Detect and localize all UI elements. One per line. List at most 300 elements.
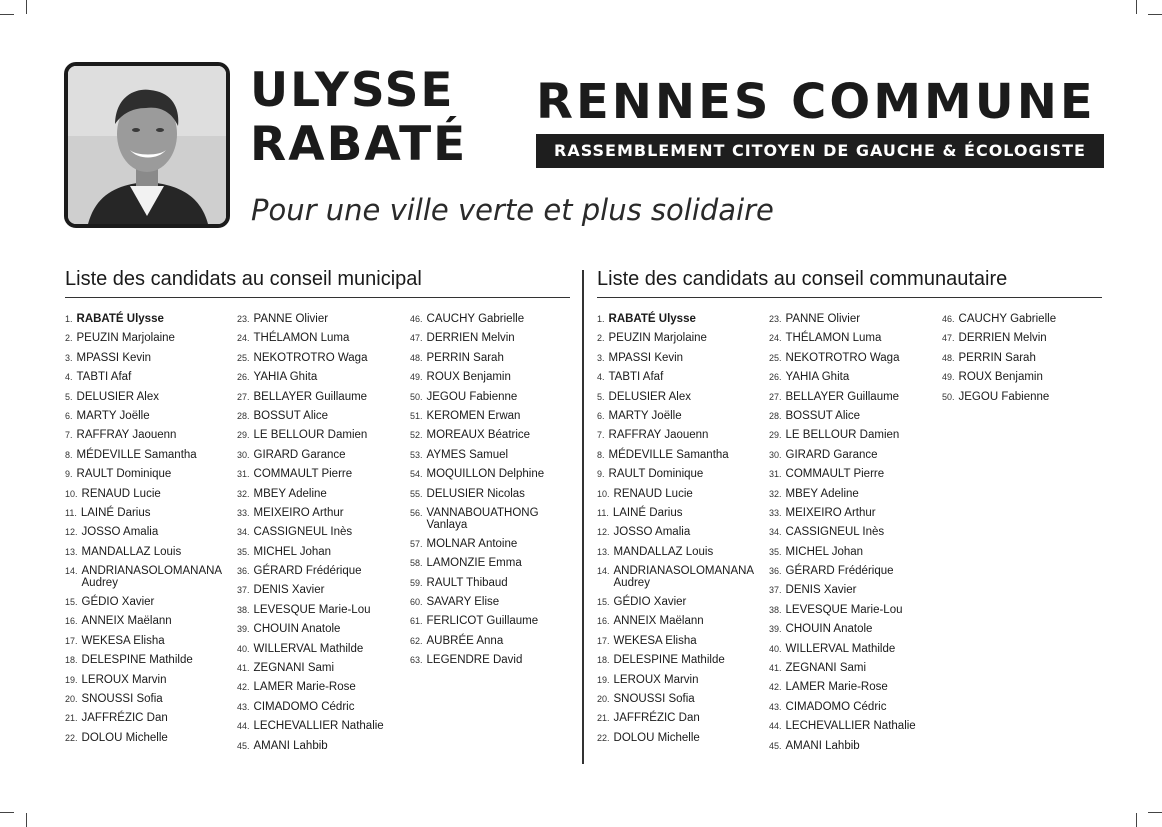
candidate-name: AMANI Lahbib (253, 739, 328, 752)
candidate-number: 12. (65, 527, 78, 538)
candidate-item (65, 526, 235, 545)
candidate-item (237, 681, 407, 700)
candidate-item (410, 557, 580, 576)
candidate-name: ANDRIANASOLOMANANA Audrey (81, 565, 222, 590)
candidate-name: RABATÉ Ulysse (608, 313, 696, 325)
candidate-name: GIRARD Garance (785, 448, 878, 461)
candidate-name: PANNE Olivier (785, 313, 861, 325)
candidate-number: 5. (597, 391, 605, 402)
divider (597, 297, 1102, 298)
candidate-name: ANNEIX Maëlann (81, 615, 172, 628)
candidate-name: PERRIN Sarah (426, 351, 504, 364)
communautaire-column-3 (942, 313, 1112, 410)
candidate-number: 5. (65, 391, 73, 402)
candidate-name: THÉLAMON Luma (253, 332, 350, 345)
candidate-name: LEVESQUE Marie-Lou (785, 603, 903, 616)
candidate-item (597, 410, 767, 429)
candidate-number: 48. (410, 352, 423, 363)
candidate-name: MEIXEIRO Arthur (253, 506, 344, 519)
candidate-item (769, 352, 939, 371)
candidate-item (65, 635, 235, 654)
candidate-number: 40. (769, 643, 782, 654)
candidate-item (410, 577, 580, 596)
candidate-name: RAULT Thibaud (426, 576, 508, 589)
candidate-name: DERRIEN Melvin (426, 332, 515, 345)
candidate-name: THÉLAMON Luma (785, 332, 882, 345)
candidate-number: 39. (237, 624, 250, 635)
crop-mark (26, 0, 27, 14)
candidate-name: RAULT Dominique (608, 468, 704, 481)
candidate-item (769, 468, 939, 487)
candidate-item (410, 468, 580, 487)
candidate-item (65, 410, 235, 429)
candidate-number: 12. (597, 527, 610, 538)
candidate-photo (64, 62, 230, 228)
candidate-item (237, 740, 407, 759)
candidate-item (237, 604, 407, 623)
party-name: RENNES COMMUNE (536, 74, 1096, 130)
candidate-name: DERRIEN Melvin (958, 332, 1047, 345)
candidate-item (597, 565, 767, 596)
candidate-number: 4. (597, 372, 605, 383)
candidate-name: COMMAULT Pierre (785, 468, 885, 481)
candidate-name: PANNE Olivier (253, 313, 329, 325)
candidate-name: MPASSI Kevin (76, 351, 152, 364)
candidate-number: 10. (65, 488, 78, 499)
candidate-number: 52. (410, 430, 423, 441)
candidate-item (237, 449, 407, 468)
candidate-number: 22. (597, 732, 610, 743)
candidate-number: 42. (769, 682, 782, 693)
candidate-number: 59. (410, 577, 423, 588)
candidate-name: DOLOU Michelle (613, 731, 700, 744)
candidate-name: LE BELLOUR Damien (253, 429, 368, 442)
candidate-number: 1. (65, 314, 73, 324)
candidate-number: 33. (769, 507, 782, 518)
candidate-number: 44. (769, 721, 782, 732)
candidate-number: 24. (237, 333, 250, 344)
candidate-item (65, 615, 235, 634)
candidate-number: 7. (597, 430, 605, 441)
candidate-number: 38. (769, 604, 782, 615)
candidate-name: YAHIA Ghita (785, 371, 850, 384)
candidate-item (597, 313, 767, 332)
candidate-number: 47. (410, 333, 423, 344)
candidate-item (410, 596, 580, 615)
candidate-name: LE BELLOUR Damien (785, 429, 900, 442)
candidate-item (769, 429, 939, 448)
candidate-item (942, 371, 1112, 390)
candidate-item (597, 391, 767, 410)
candidate-number: 17. (65, 635, 78, 646)
candidate-name: MÉDEVILLE Samantha (76, 448, 197, 461)
candidate-item (597, 615, 767, 634)
candidate-item (237, 546, 407, 565)
candidate-item (942, 352, 1112, 371)
candidate-number: 16. (597, 616, 610, 627)
candidate-first-name: ULYSSE (250, 63, 455, 118)
candidate-number: 13. (597, 546, 610, 557)
candidate-name: MBEY Adeline (785, 487, 859, 500)
candidate-number: 55. (410, 488, 423, 499)
candidate-number: 53. (410, 449, 423, 460)
candidate-number: 4. (65, 372, 73, 383)
candidate-number: 14. (597, 566, 610, 577)
candidate-item (769, 391, 939, 410)
candidate-number: 62. (410, 635, 423, 646)
candidate-item (769, 526, 939, 545)
candidate-number: 43. (237, 701, 250, 712)
candidate-number: 21. (65, 713, 78, 724)
candidate-number: 27. (769, 391, 782, 402)
candidate-item (237, 643, 407, 662)
candidate-number: 3. (65, 352, 73, 363)
candidate-item (769, 332, 939, 351)
candidate-name: PEUZIN Marjolaine (608, 332, 707, 345)
candidate-last-name: RABATÉ (250, 117, 468, 172)
candidate-item (65, 429, 235, 448)
candidate-name: CAUCHY Gabrielle (426, 313, 525, 325)
candidate-name: CHOUIN Anatole (785, 623, 873, 636)
candidate-number: 46. (410, 314, 423, 324)
candidate-name: GIRARD Garance (253, 448, 346, 461)
candidate-item (769, 584, 939, 603)
candidate-name: VANNABOUATHONG Vanlaya (426, 506, 539, 531)
candidate-number: 2. (65, 333, 73, 344)
candidate-name: WEKESA Elisha (613, 634, 697, 647)
candidate-name (250, 64, 510, 172)
candidate-number: 14. (65, 566, 78, 577)
candidate-item (237, 429, 407, 448)
candidate-name: JOSSO Amalia (613, 526, 691, 539)
candidate-item (597, 526, 767, 545)
candidate-name: ROUX Benjamin (426, 371, 511, 384)
candidate-name: SAVARY Elise (426, 596, 500, 609)
candidate-number: 31. (237, 469, 250, 480)
candidate-name: CASSIGNEUL Inès (785, 526, 885, 539)
candidate-number: 51. (410, 410, 423, 421)
candidate-item (942, 332, 1112, 351)
candidate-number: 42. (237, 682, 250, 693)
municipal-column-2 (237, 313, 407, 759)
candidate-item (597, 371, 767, 390)
candidate-item (410, 654, 580, 673)
candidate-number: 45. (237, 740, 250, 751)
crop-mark (0, 812, 14, 813)
candidate-number: 50. (942, 391, 955, 402)
candidate-number: 22. (65, 732, 78, 743)
candidate-item (769, 565, 939, 584)
candidate-item (237, 565, 407, 584)
candidate-item (769, 740, 939, 759)
candidate-number: 21. (597, 713, 610, 724)
candidate-item (65, 371, 235, 390)
municipal-column-3 (410, 313, 580, 674)
candidate-name: CIMADOMO Cédric (785, 700, 887, 713)
candidate-name: GÉRARD Frédérique (253, 565, 362, 578)
candidate-name: ANNEIX Maëlann (613, 615, 704, 628)
candidate-name: COMMAULT Pierre (253, 468, 353, 481)
candidate-item (769, 604, 939, 623)
candidate-item (65, 488, 235, 507)
candidate-name: YAHIA Ghita (253, 371, 318, 384)
candidate-name: WEKESA Elisha (81, 634, 165, 647)
candidate-item (237, 371, 407, 390)
candidate-number: 63. (410, 655, 423, 666)
candidate-item (597, 635, 767, 654)
candidate-item (410, 429, 580, 448)
candidate-name: JAFFRÉZIC Dan (613, 712, 700, 725)
candidate-name: ZEGNANI Sami (253, 662, 335, 675)
candidate-item (597, 596, 767, 615)
candidate-item (410, 488, 580, 507)
candidate-item (237, 507, 407, 526)
candidate-name: MOQUILLON Delphine (426, 468, 545, 481)
candidate-number: 48. (942, 352, 955, 363)
candidate-number: 20. (597, 694, 610, 705)
candidate-number: 8. (65, 449, 73, 460)
candidate-item (942, 313, 1112, 332)
candidate-item (769, 488, 939, 507)
candidate-name: DELUSIER Nicolas (426, 487, 525, 500)
candidate-name: MEIXEIRO Arthur (785, 506, 876, 519)
candidate-item (769, 313, 939, 332)
candidate-item (597, 332, 767, 351)
divider (65, 297, 570, 298)
candidate-item (769, 662, 939, 681)
candidate-number: 28. (769, 410, 782, 421)
candidate-name: JOSSO Amalia (81, 526, 159, 539)
candidate-number: 37. (237, 585, 250, 596)
candidate-number: 30. (237, 449, 250, 460)
candidate-number: 56. (410, 507, 423, 518)
candidate-number: 32. (769, 488, 782, 499)
candidate-name: GÉRARD Frédérique (785, 565, 894, 578)
candidate-item (410, 352, 580, 371)
candidate-item (237, 623, 407, 642)
candidate-item (769, 681, 939, 700)
communautaire-list-title: Liste des candidats au conseil communautaire (597, 268, 1008, 290)
candidate-number: 43. (769, 701, 782, 712)
candidate-item (410, 410, 580, 429)
candidate-name: LAMONZIE Emma (426, 557, 522, 570)
candidate-item (410, 391, 580, 410)
candidate-number: 11. (597, 507, 609, 518)
candidate-item (65, 313, 235, 332)
candidate-name: GÉDIO Xavier (81, 596, 155, 609)
candidate-item (410, 371, 580, 390)
candidate-item (237, 468, 407, 487)
candidate-item (410, 538, 580, 557)
candidate-item (597, 488, 767, 507)
candidate-name: MOREAUX Béatrice (426, 429, 531, 442)
candidate-name: BELLAYER Guillaume (253, 390, 368, 403)
candidate-name: MPASSI Kevin (608, 351, 684, 364)
candidate-number: 38. (237, 604, 250, 615)
candidate-item (769, 371, 939, 390)
candidate-item (65, 507, 235, 526)
candidate-number: 13. (65, 546, 78, 557)
candidate-number: 15. (65, 597, 78, 608)
candidate-number: 50. (410, 391, 423, 402)
candidate-name: LAINÉ Darius (80, 506, 151, 519)
candidate-name: TABTI Afaf (76, 371, 132, 384)
candidate-number: 41. (237, 663, 250, 674)
candidate-item (597, 693, 767, 712)
candidate-name: LAMER Marie-Rose (785, 681, 888, 694)
candidate-number: 29. (237, 430, 250, 441)
candidate-number: 25. (769, 352, 782, 363)
candidate-number: 9. (65, 469, 73, 480)
candidate-name: BOSSUT Alice (253, 409, 329, 422)
candidate-number: 36. (237, 566, 250, 577)
candidate-number: 10. (597, 488, 610, 499)
candidate-name: MANDALLAZ Louis (81, 545, 182, 558)
candidate-item (65, 546, 235, 565)
candidate-item (769, 643, 939, 662)
candidate-number: 17. (597, 635, 610, 646)
candidate-item (597, 546, 767, 565)
municipal-list-title: Liste des candidats au conseil municipal (65, 268, 422, 290)
candidate-number: 45. (769, 740, 782, 751)
candidate-name: RENAUD Lucie (613, 487, 693, 500)
candidate-name: NEKOTROTRO Waga (253, 351, 368, 364)
candidate-name: MANDALLAZ Louis (613, 545, 714, 558)
candidate-number: 57. (410, 538, 423, 549)
candidate-name: MICHEL Johan (253, 545, 332, 558)
candidate-name: RENAUD Lucie (81, 487, 161, 500)
crop-mark (1136, 0, 1137, 14)
candidate-name: LEVESQUE Marie-Lou (253, 603, 371, 616)
crop-mark (1136, 813, 1137, 827)
candidate-item (410, 449, 580, 468)
crop-mark (1148, 812, 1162, 813)
candidate-name: LAMER Marie-Rose (253, 681, 356, 694)
candidate-name: LEGENDRE David (426, 654, 523, 667)
candidate-name: RAULT Dominique (76, 468, 172, 481)
candidate-item (597, 654, 767, 673)
candidate-name: SNOUSSI Sofia (613, 693, 695, 706)
candidate-number: 61. (410, 616, 423, 627)
candidate-item (410, 313, 580, 332)
candidate-name: MBEY Adeline (253, 487, 327, 500)
candidate-item (597, 352, 767, 371)
candidate-item (597, 732, 767, 751)
candidate-name: LEROUX Marvin (613, 673, 699, 686)
candidate-item (410, 615, 580, 634)
candidate-name: RAFFRAY Jaouenn (76, 429, 177, 442)
candidate-item (237, 313, 407, 332)
candidate-name: FERLICOT Guillaume (426, 615, 539, 628)
candidate-number: 47. (942, 333, 955, 344)
candidate-item (237, 488, 407, 507)
candidate-item (410, 332, 580, 351)
candidate-item (237, 720, 407, 739)
candidate-number: 54. (410, 469, 423, 480)
candidate-number: 60. (410, 597, 423, 608)
candidate-item (65, 468, 235, 487)
candidate-item (597, 449, 767, 468)
candidate-number: 34. (237, 527, 250, 538)
candidate-name: WILLERVAL Mathilde (253, 642, 364, 655)
candidate-name: KEROMEN Erwan (426, 409, 521, 422)
candidate-item (769, 720, 939, 739)
candidate-name: SNOUSSI Sofia (81, 693, 163, 706)
candidate-name: NEKOTROTRO Waga (785, 351, 900, 364)
candidate-name: BELLAYER Guillaume (785, 390, 900, 403)
crop-mark (26, 813, 27, 827)
candidate-number: 9. (597, 469, 605, 480)
candidate-name: MARTY Joëlle (608, 409, 682, 422)
candidate-item (942, 391, 1112, 410)
candidate-number: 2. (597, 333, 605, 344)
candidate-item (237, 701, 407, 720)
candidate-number: 27. (237, 391, 250, 402)
candidate-number: 16. (65, 616, 78, 627)
candidate-number: 11. (65, 507, 77, 518)
column-separator (582, 270, 584, 764)
candidate-item (65, 712, 235, 731)
candidate-number: 26. (237, 372, 250, 383)
candidate-number: 6. (65, 410, 73, 421)
candidate-item (65, 693, 235, 712)
candidate-number: 29. (769, 430, 782, 441)
candidate-item (65, 449, 235, 468)
candidate-name: BOSSUT Alice (785, 409, 861, 422)
candidate-item (769, 701, 939, 720)
candidate-name: AMANI Lahbib (785, 739, 860, 752)
candidate-name: LECHEVALLIER Nathalie (785, 720, 916, 733)
candidate-name: MARTY Joëlle (76, 409, 150, 422)
candidate-number: 37. (769, 585, 782, 596)
candidate-item (237, 391, 407, 410)
candidate-item (65, 674, 235, 693)
candidate-number: 30. (769, 449, 782, 460)
candidate-number: 19. (597, 674, 610, 685)
candidate-name: JAFFRÉZIC Dan (81, 712, 168, 725)
candidate-name: CASSIGNEUL Inès (253, 526, 353, 539)
candidate-item (237, 332, 407, 351)
candidate-item (769, 410, 939, 429)
candidate-name: PERRIN Sarah (958, 351, 1036, 364)
candidate-number: 19. (65, 674, 78, 685)
communautaire-column-1 (597, 313, 767, 751)
candidate-number: 24. (769, 333, 782, 344)
communautaire-column-2 (769, 313, 939, 759)
candidate-name: AYMES Samuel (426, 448, 509, 461)
candidate-name: DELESPINE Mathilde (81, 654, 193, 667)
candidate-item (237, 662, 407, 681)
candidate-number: 6. (597, 410, 605, 421)
candidate-item (237, 584, 407, 603)
candidate-name: DENIS Xavier (785, 584, 857, 597)
candidate-name: DELESPINE Mathilde (613, 654, 725, 667)
candidate-name: ROUX Benjamin (958, 371, 1043, 384)
candidate-item (769, 449, 939, 468)
candidate-number: 35. (769, 546, 782, 557)
candidate-name: TABTI Afaf (608, 371, 664, 384)
candidate-number: 39. (769, 624, 782, 635)
candidate-name: JEGOU Fabienne (426, 390, 518, 403)
party-subtitle: RASSEMBLEMENT CITOYEN DE GAUCHE & ÉCOLOGISTE (536, 134, 1104, 168)
candidate-name: AUBRÉE Anna (426, 634, 504, 647)
candidate-number: 49. (410, 372, 423, 383)
candidate-item (410, 635, 580, 654)
candidate-name: DELUSIER Alex (608, 390, 691, 403)
candidate-item (237, 410, 407, 429)
candidate-name: ZEGNANI Sami (785, 662, 867, 675)
candidate-number: 46. (942, 314, 955, 324)
